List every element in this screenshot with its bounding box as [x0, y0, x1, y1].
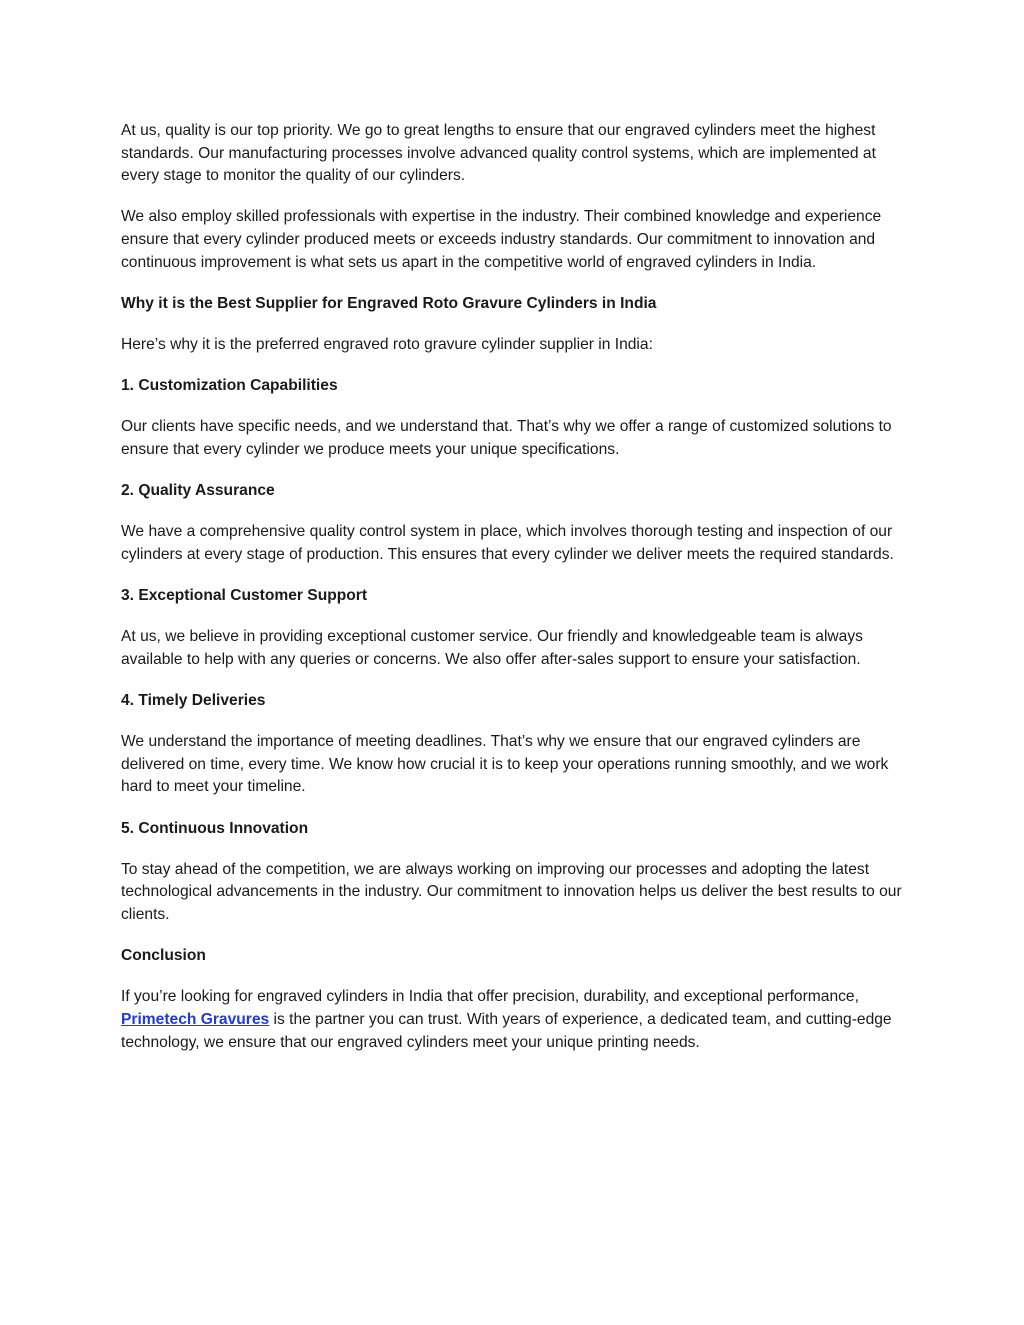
timely-deliveries-heading: 4. Timely Deliveries: [121, 692, 266, 710]
intro-paragraph: Here’s why it is the preferred engraved roto gravure cylinder supplier in India:: [121, 335, 653, 353]
quality-paragraph: At us, quality is our top priority. We go to great lengths to ensure that our engraved cylinders meet the highest standards. Our manufacturing processes involve advanced quality control systems, which are implemented at every stage to monitor the quality of our cylinders.: [121, 122, 876, 185]
conclusion-paragraph: [121, 986, 907, 1054]
professionals-paragraph: We also employ skilled professionals with expertise in the industry. Their combined knowledge and experience ensure that every cylinder produced meets or exceeds industry standards. Our commitment to innovation and continuous improvement is what sets us apart in the competitive world of engraved cylinders in India.: [121, 208, 882, 271]
conclusion-text-before: If you’re looking for engraved cylinders in India that offer precision, durability, and exceptional performance,: [121, 988, 859, 1006]
customer-support-heading: 3. Exceptional Customer Support: [121, 587, 368, 605]
quality-assurance-paragraph: We have a comprehensive quality control system in place, which involves thorough testing and inspection of our cylinders at every stage of production. This ensures that every cylinder we deliver meets the required standards.: [121, 523, 894, 563]
primetech-gravures-link[interactable]: Primetech Gravures: [121, 1010, 270, 1028]
customization-paragraph: Our clients have specific needs, and we understand that. That’s why we offer a range of customized solutions to ensure that every cylinder we produce meets your unique specifications.: [121, 418, 892, 458]
conclusion-text-after: is the partner you can trust. With years of experience, a dedicated team, and cutting-edge technology, we ensure that our engraved cylinders meet your unique printing needs.: [121, 1010, 892, 1051]
customer-support-paragraph: At us, we believe in providing exceptional customer service. Our friendly and knowledgeable team is always available to help with any queries or concerns. We also offer after-sales support to ensure your satisfaction.: [121, 628, 863, 668]
quality-assurance-heading: 2. Quality Assurance: [121, 482, 275, 500]
timely-deliveries-paragraph: We understand the importance of meeting deadlines. That’s why we ensure that our engraved cylinders are delivered on time, every time. We know how crucial it is to keep your operations running smoothly, and we work hard to meet your timeline.: [121, 733, 889, 796]
continuous-innovation-heading: 5. Continuous Innovation: [121, 819, 309, 837]
document-page: [121, 120, 907, 1073]
customization-heading: 1. Customization Capabilities: [121, 377, 338, 395]
why-best-supplier-heading: Why it is the Best Supplier for Engraved Roto Gravure Cylinders in India: [121, 294, 657, 312]
conclusion-heading: Conclusion: [121, 947, 206, 965]
continuous-innovation-paragraph: To stay ahead of the competition, we are always working on improving our processes and adopting the latest technological advancements in the industry. Our commitment to innovation helps us deliver the best results to our clients.: [121, 860, 902, 923]
